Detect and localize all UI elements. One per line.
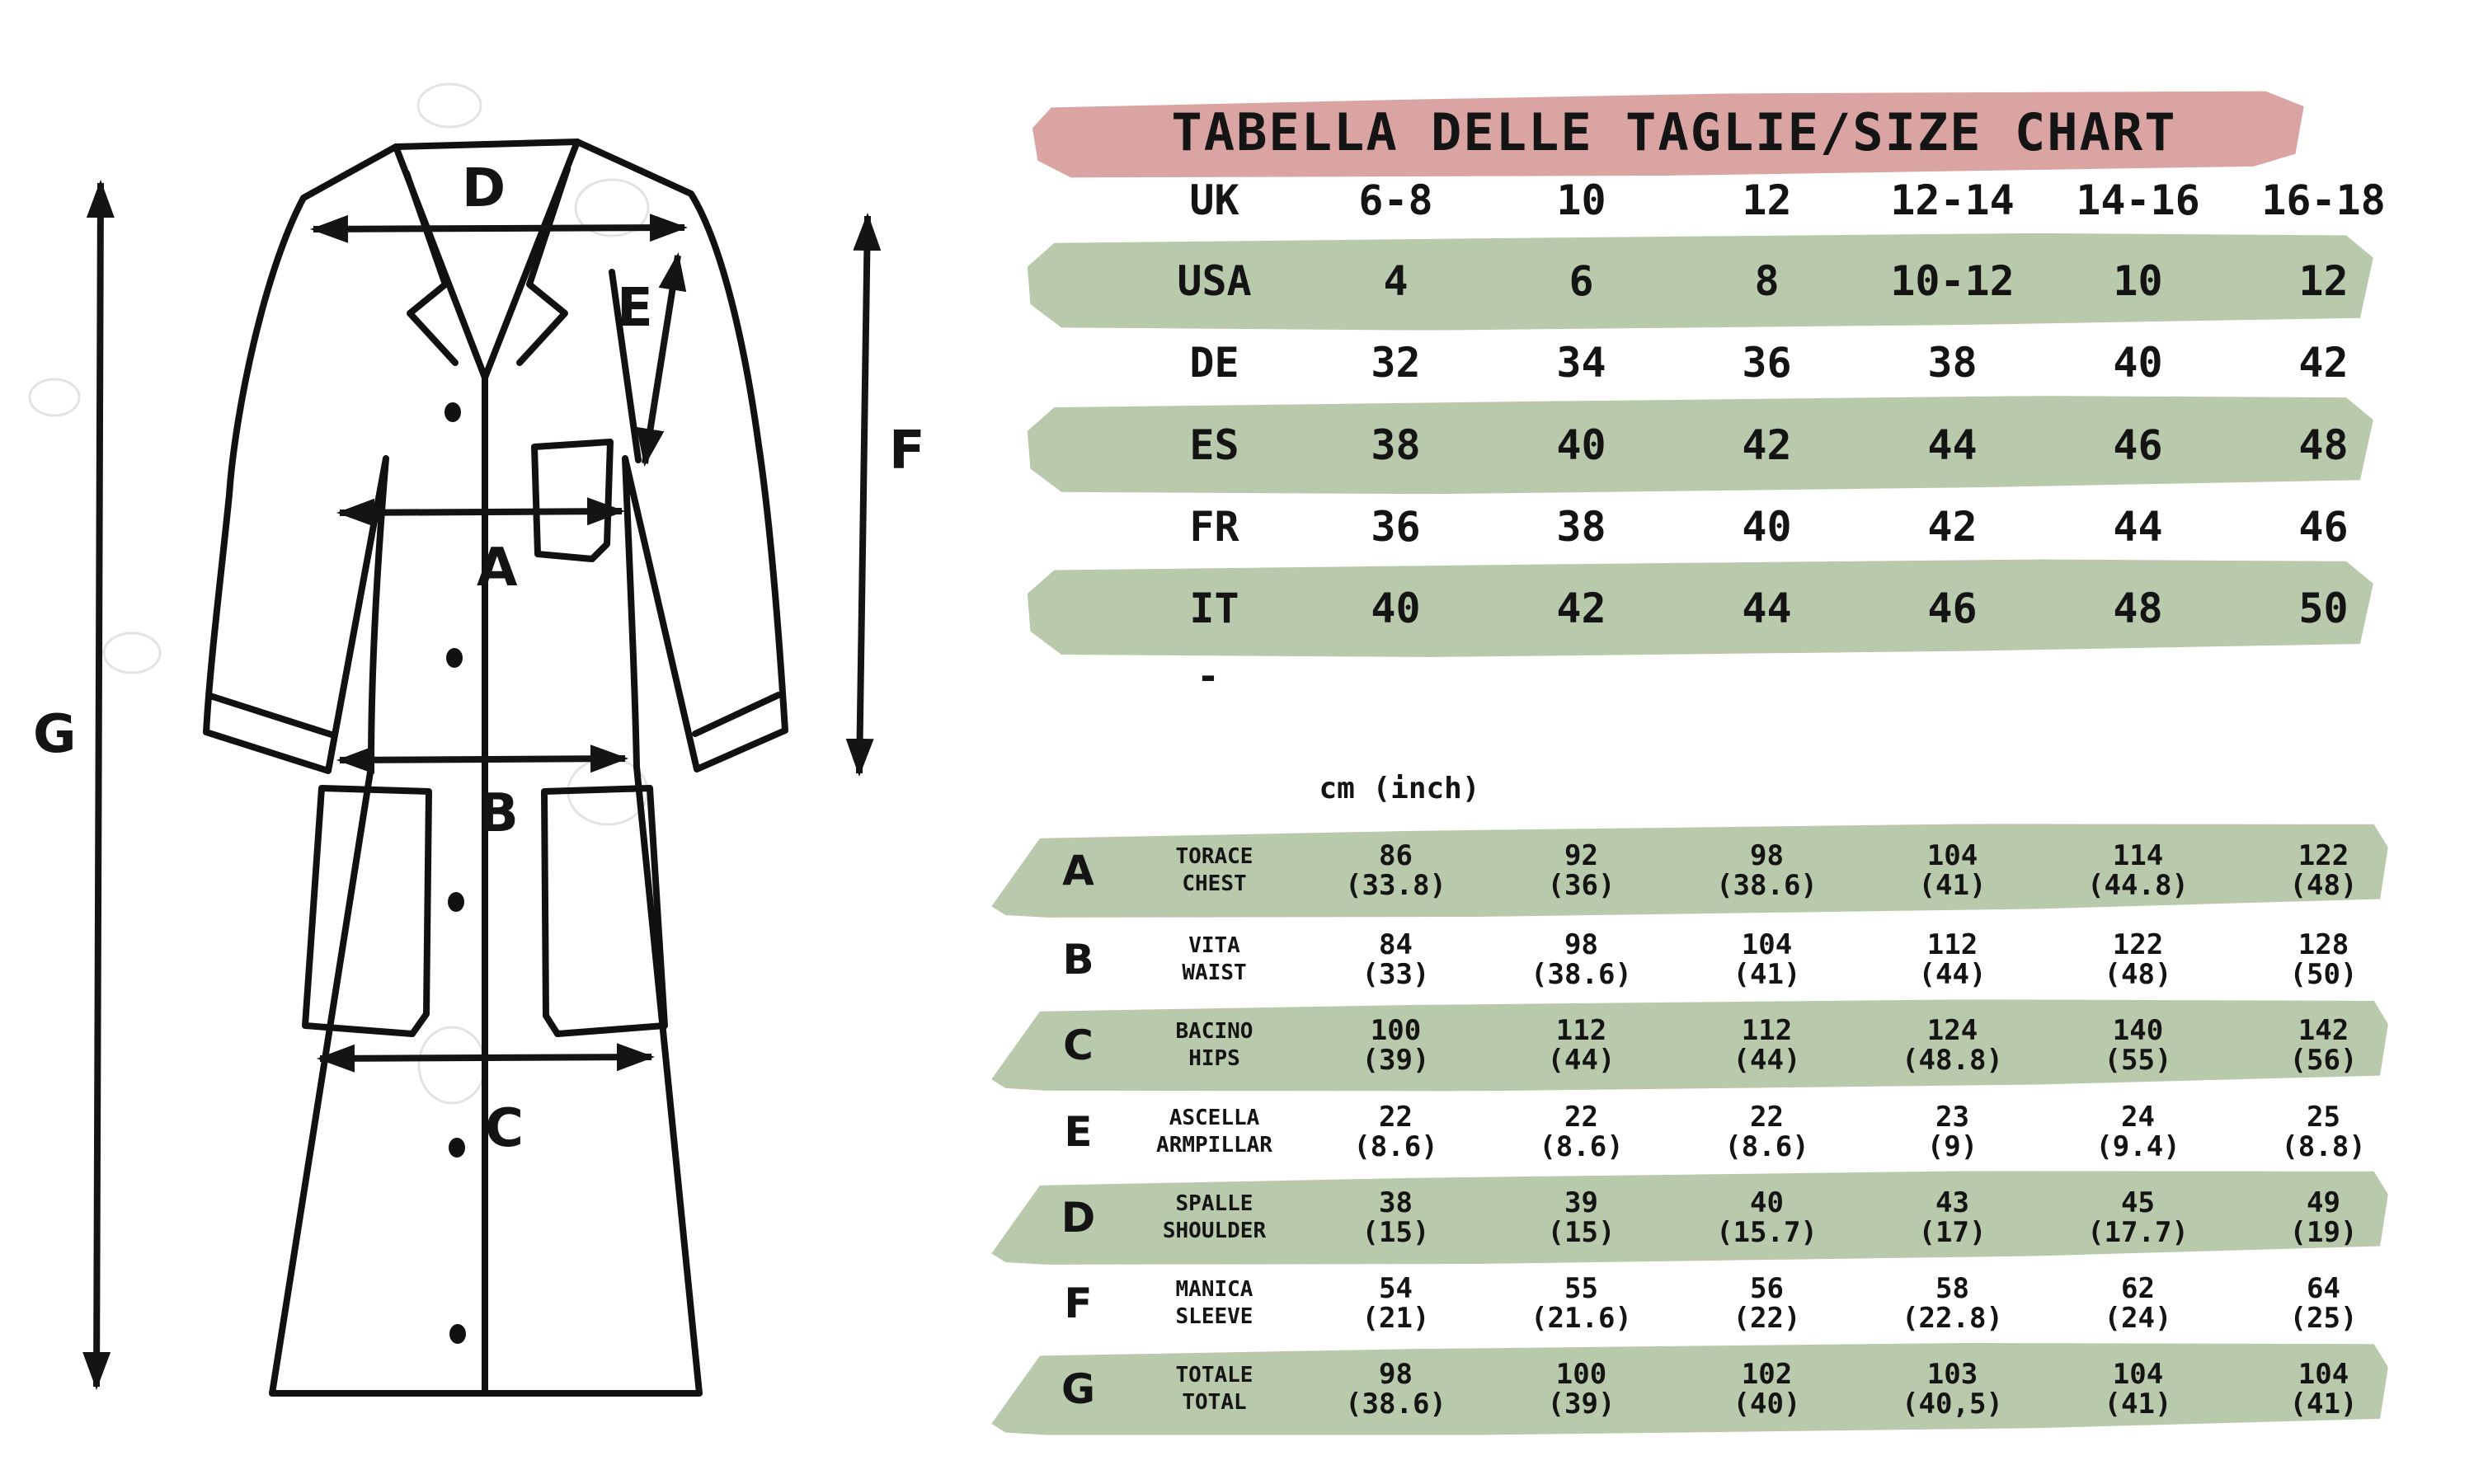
measure-value: 104 (41) bbox=[1733, 928, 1801, 991]
garment-diagram bbox=[0, 0, 1031, 1484]
measure-label-it: TORACE bbox=[1175, 844, 1253, 869]
measure-value: 55 (21.6) bbox=[1531, 1272, 1632, 1335]
measure-value: 104 (41) bbox=[2289, 1358, 2358, 1421]
size-value: 44 bbox=[1742, 585, 1792, 632]
page-title: TABELLA DELLE TAGLIE/SIZE CHART bbox=[1171, 102, 2177, 162]
measure-value: 92 (36) bbox=[1547, 839, 1616, 902]
cuff-right bbox=[695, 695, 778, 734]
size-value: 40 bbox=[2113, 339, 2163, 387]
measure-value: 142 (56) bbox=[2289, 1014, 2358, 1077]
size-system-label: ES bbox=[1189, 421, 1239, 469]
unit-header: cm (inch) bbox=[1319, 772, 1480, 805]
measure-label-en: ARMPILLAR bbox=[1156, 1133, 1272, 1158]
size-value: 10 bbox=[2113, 257, 2163, 305]
size-system-label: USA bbox=[1177, 257, 1252, 305]
arrow-g-total bbox=[96, 183, 101, 1387]
measure-value: 112 (44) bbox=[1733, 1014, 1801, 1077]
size-value: 12 bbox=[2298, 257, 2349, 305]
measure-value: 58 (22.8) bbox=[1902, 1272, 2003, 1335]
size-system-label: FR bbox=[1189, 503, 1239, 551]
coat-body bbox=[206, 142, 785, 1393]
measure-label-en: HIPS bbox=[1188, 1046, 1240, 1071]
measure-value: 25 (8.8) bbox=[2281, 1101, 2366, 1163]
size-value: 38 bbox=[1371, 421, 1421, 469]
measure-value: 112 (44) bbox=[1547, 1014, 1616, 1077]
measure-label-it: BACINO bbox=[1175, 1019, 1253, 1044]
measure-label bbox=[1126, 1001, 1303, 1090]
coat-outline bbox=[206, 142, 785, 1393]
size-value: 36 bbox=[1371, 503, 1421, 551]
size-value: 46 bbox=[2113, 421, 2163, 469]
size-value: 12-14 bbox=[1890, 176, 2015, 224]
measure-value: 140 (55) bbox=[2104, 1014, 2172, 1077]
size-value: 40 bbox=[1371, 585, 1421, 632]
measure-value: 38 (15) bbox=[1362, 1186, 1430, 1249]
diagram-label-f: F bbox=[889, 420, 925, 481]
measure-letter: D bbox=[1061, 1194, 1096, 1242]
lapel-left bbox=[407, 173, 455, 363]
size-row-es bbox=[1031, 404, 2416, 486]
measure-value: 104 (41) bbox=[2104, 1358, 2172, 1421]
measure-value: 98 (38.6) bbox=[1716, 839, 1818, 902]
button-dots bbox=[444, 402, 466, 1344]
measure-value: 98 (38.6) bbox=[1531, 928, 1632, 991]
measure-label-en: SLEEVE bbox=[1175, 1304, 1253, 1329]
arrow-c-hips bbox=[320, 1057, 651, 1059]
size-value: 42 bbox=[2298, 339, 2349, 387]
measure-row-armpit bbox=[1031, 1087, 2416, 1176]
measure-value: 45 (17.7) bbox=[2087, 1186, 2189, 1249]
diagram-label-g: G bbox=[33, 704, 77, 765]
measure-label-en: TOTAL bbox=[1182, 1390, 1247, 1415]
size-system-label: UK bbox=[1189, 176, 1239, 224]
diagram-label-c: C bbox=[485, 1098, 524, 1159]
spacer bbox=[1031, 404, 1126, 486]
size-value: 38 bbox=[1927, 339, 1978, 387]
size-value: 36 bbox=[1742, 339, 1792, 387]
measure-row-waist bbox=[1031, 915, 2416, 1004]
measure-label-it: TOTALE bbox=[1175, 1363, 1253, 1388]
arrow-a-chest bbox=[340, 511, 622, 513]
measure-letter: E bbox=[1064, 1108, 1093, 1156]
size-value: 14-16 bbox=[2076, 176, 2200, 224]
spacer bbox=[1031, 159, 1126, 242]
size-value: 42 bbox=[1927, 503, 1978, 551]
measure-value: 56 (22) bbox=[1733, 1272, 1801, 1335]
measure-value: 43 (17) bbox=[1918, 1186, 1987, 1249]
cuff-left bbox=[213, 697, 334, 735]
measure-letter: B bbox=[1062, 936, 1094, 984]
diagram-label-a: A bbox=[477, 538, 518, 599]
size-value: 40 bbox=[1556, 421, 1606, 469]
arrow-d-shoulder bbox=[313, 228, 684, 229]
measure-value: 40 (15.7) bbox=[1716, 1186, 1818, 1249]
dash-mark: - bbox=[1197, 654, 1220, 698]
measure-letter: G bbox=[1061, 1365, 1096, 1413]
size-value: 50 bbox=[2298, 585, 2349, 632]
size-row-it bbox=[1031, 567, 2416, 650]
measure-label-en: WAIST bbox=[1182, 960, 1247, 985]
measure-value: 98 (38.6) bbox=[1345, 1358, 1446, 1421]
size-value: 6-8 bbox=[1358, 176, 1433, 224]
measure-value: 22 (8.6) bbox=[1353, 1101, 1438, 1163]
spacer bbox=[1031, 486, 1126, 568]
size-row-de bbox=[1031, 322, 2416, 404]
measure-label bbox=[1126, 915, 1303, 1004]
size-value: 42 bbox=[1556, 585, 1606, 632]
measure-value: 22 (8.6) bbox=[1539, 1101, 1624, 1163]
size-value: 38 bbox=[1556, 503, 1606, 551]
measure-row-sleeve bbox=[1031, 1259, 2416, 1348]
measure-label bbox=[1126, 1345, 1303, 1434]
measure-value: 114 (44.8) bbox=[2087, 839, 2189, 902]
measure-row-chest bbox=[1031, 826, 2416, 915]
spacer bbox=[1031, 567, 1126, 650]
measure-letter: F bbox=[1064, 1280, 1093, 1327]
size-value: 16-18 bbox=[2261, 176, 2386, 224]
size-value: 46 bbox=[1927, 585, 1978, 632]
measure-value: 49 (19) bbox=[2289, 1186, 2358, 1249]
spacer bbox=[1031, 322, 1126, 404]
measure-letter: A bbox=[1062, 847, 1094, 895]
measure-label bbox=[1126, 1087, 1303, 1176]
measure-row-hips bbox=[1031, 1001, 2416, 1090]
size-value: 40 bbox=[1742, 503, 1792, 551]
measure-label-en: SHOULDER bbox=[1162, 1219, 1267, 1243]
measure-value: 124 (48.8) bbox=[1902, 1014, 2003, 1077]
measure-label-it: SPALLE bbox=[1175, 1191, 1253, 1216]
size-value: 32 bbox=[1371, 339, 1421, 387]
measure-value: 112 (44) bbox=[1918, 928, 1987, 991]
size-system-label: IT bbox=[1189, 585, 1239, 632]
measure-row-total bbox=[1031, 1345, 2416, 1434]
measure-value: 100 (39) bbox=[1547, 1358, 1616, 1421]
size-value: 12 bbox=[1742, 176, 1792, 224]
measure-label bbox=[1126, 1259, 1303, 1348]
size-value: 6 bbox=[1569, 257, 1594, 305]
measure-value: 64 (25) bbox=[2289, 1272, 2358, 1335]
measure-label-it: MANICA bbox=[1175, 1277, 1253, 1302]
size-value: 48 bbox=[2113, 585, 2163, 632]
size-value: 48 bbox=[2298, 421, 2349, 469]
size-value: 34 bbox=[1556, 339, 1606, 387]
size-value: 46 bbox=[2298, 503, 2349, 551]
measure-value: 100 (39) bbox=[1362, 1014, 1430, 1077]
measure-value: 54 (21) bbox=[1362, 1272, 1430, 1335]
size-row-fr bbox=[1031, 486, 2416, 568]
size-value: 8 bbox=[1754, 257, 1780, 305]
size-value: 4 bbox=[1383, 257, 1409, 305]
size-row-uk bbox=[1031, 159, 2416, 242]
measure-value: 39 (15) bbox=[1547, 1186, 1616, 1249]
diagram-label-e: E bbox=[617, 278, 653, 339]
measure-value: 84 (33) bbox=[1362, 928, 1430, 991]
measure-value: 128 (50) bbox=[2289, 928, 2358, 991]
measure-value: 22 (8.6) bbox=[1724, 1101, 1809, 1163]
size-system-label: DE bbox=[1189, 339, 1239, 387]
arrow-b-waist bbox=[340, 758, 625, 760]
measure-value: 62 (24) bbox=[2104, 1272, 2172, 1335]
measure-value: 104 (41) bbox=[1918, 839, 1987, 902]
measure-value: 24 (9.4) bbox=[2095, 1101, 2180, 1163]
measure-value: 86 (33.8) bbox=[1345, 839, 1446, 902]
diagram-label-b: B bbox=[478, 783, 519, 844]
measure-value: 102 (40) bbox=[1733, 1358, 1801, 1421]
chest-pocket bbox=[534, 442, 610, 559]
measure-label-it: VITA bbox=[1188, 933, 1240, 958]
measure-letter: C bbox=[1063, 1021, 1094, 1069]
back-collar-line bbox=[396, 142, 577, 147]
size-row-usa bbox=[1031, 240, 2416, 322]
size-value: 10-12 bbox=[1890, 257, 2015, 305]
measure-label bbox=[1126, 826, 1303, 915]
size-value: 44 bbox=[2113, 503, 2163, 551]
spacer bbox=[1031, 240, 1126, 322]
hip-pocket-left bbox=[305, 788, 429, 1034]
measure-value: 103 (40,5) bbox=[1902, 1358, 2003, 1421]
size-value: 42 bbox=[1742, 421, 1792, 469]
measure-value: 122 (48) bbox=[2104, 928, 2172, 991]
measure-label bbox=[1126, 1173, 1303, 1262]
measure-value: 122 (48) bbox=[2289, 839, 2358, 902]
measure-row-shoulder bbox=[1031, 1173, 2416, 1262]
size-value: 44 bbox=[1927, 421, 1978, 469]
measure-label-en: CHEST bbox=[1182, 871, 1247, 896]
measure-label-it: ASCELLA bbox=[1169, 1106, 1260, 1130]
diagram-label-d: D bbox=[462, 158, 506, 219]
measure-value: 23 (9) bbox=[1926, 1101, 1978, 1163]
size-value: 10 bbox=[1556, 176, 1606, 224]
arrow-f-sleeve bbox=[859, 216, 868, 773]
